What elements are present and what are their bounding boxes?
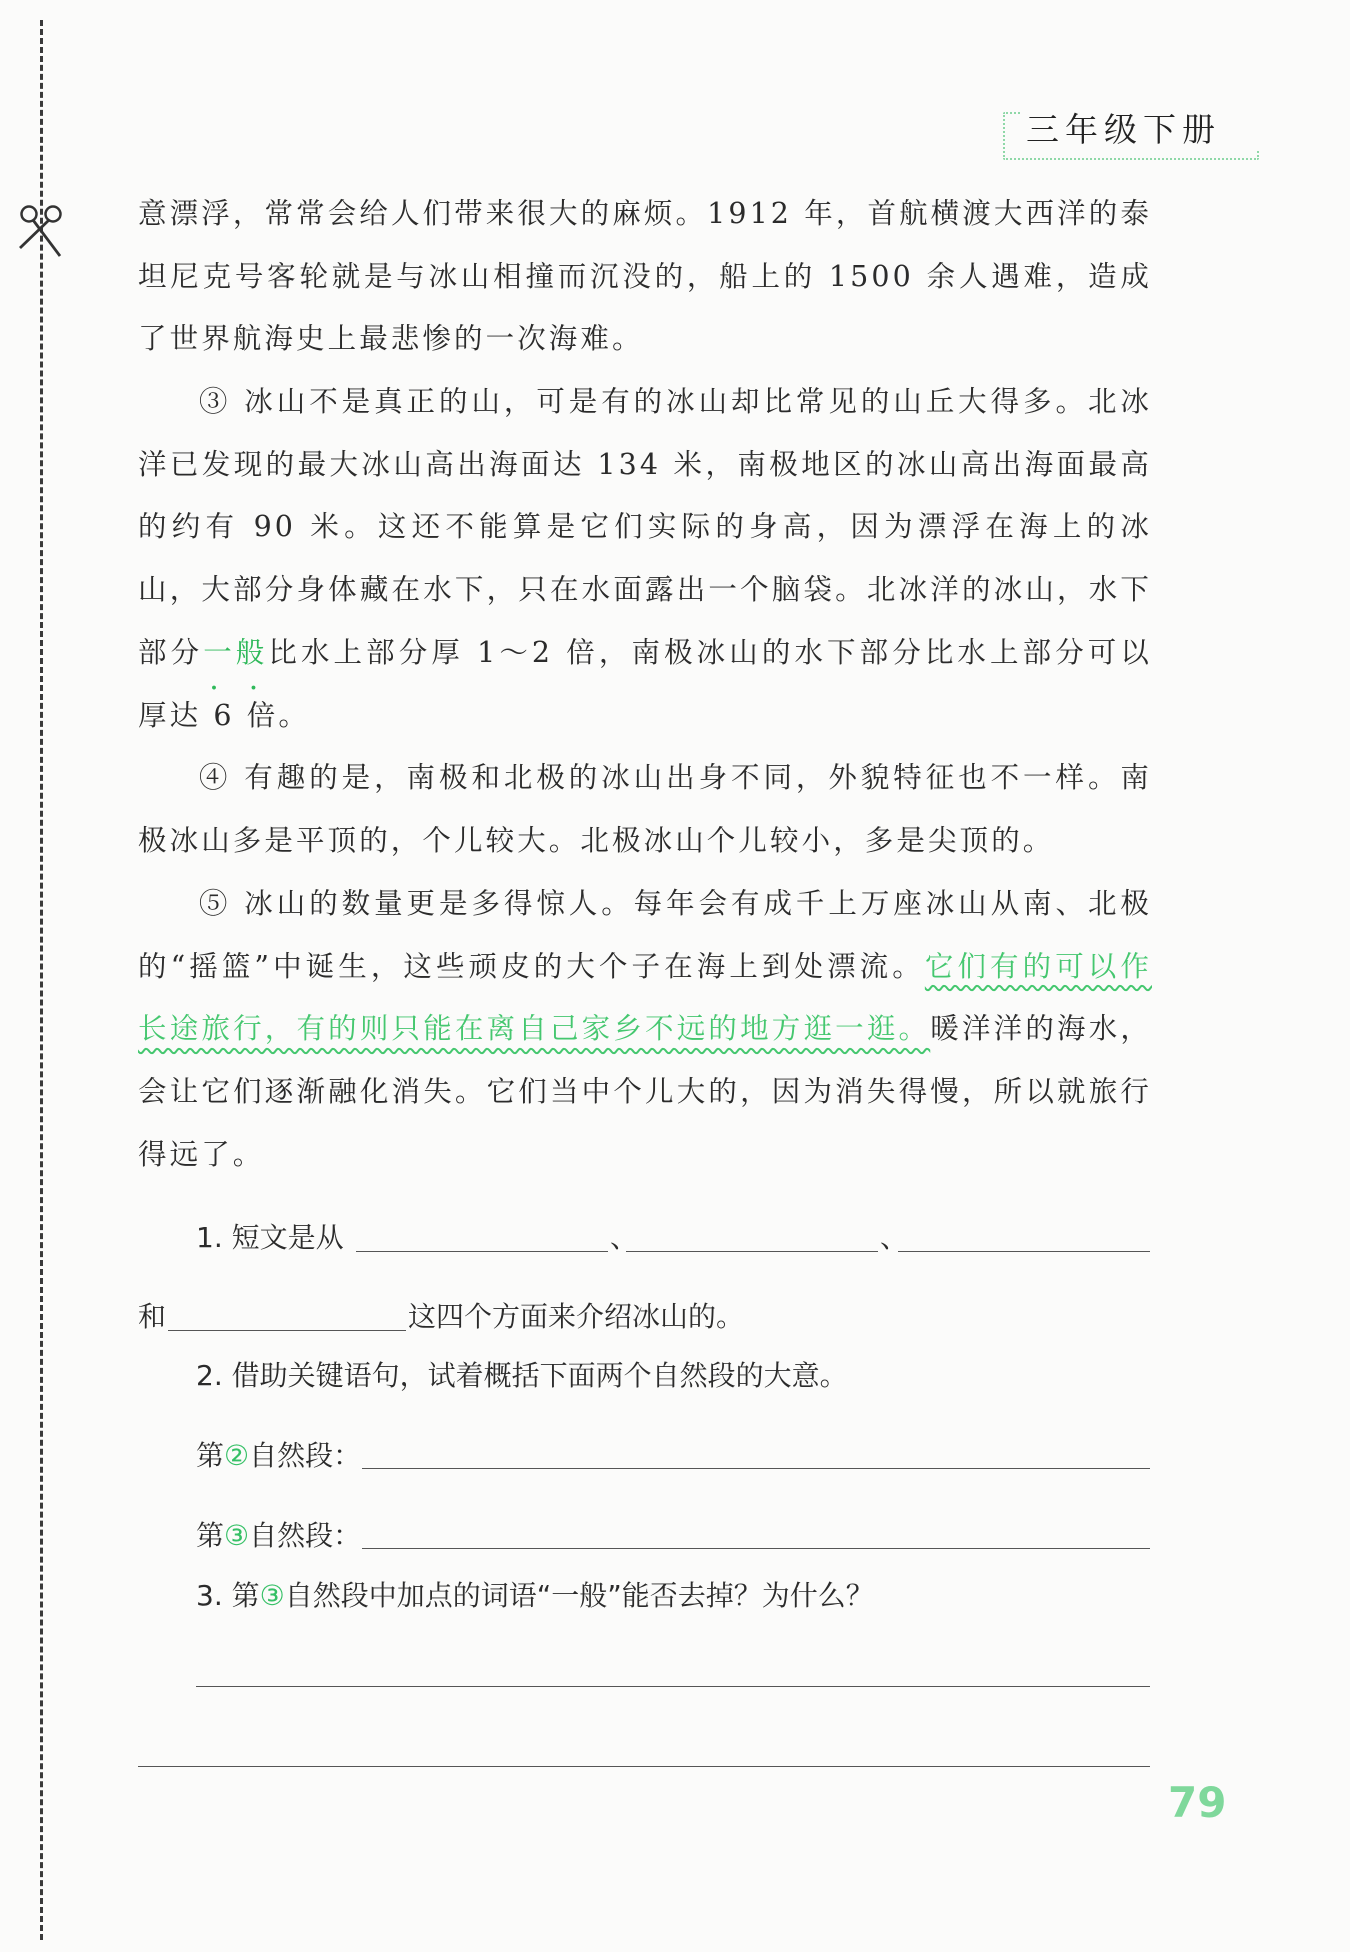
- paragraph-continued: 意漂浮，常常会给人们带来很大的麻烦。1912 年，首航横渡大西洋的泰坦尼克号客轮就是与冰山相撞而沉没的，船上的 1500 余人遇难，造成了世界航海史上最悲惨的一次海难。: [138, 197, 1152, 356]
- q1-blank-1[interactable]: [356, 1251, 608, 1252]
- dotted-keyword: 一般 · ·: [203, 636, 268, 669]
- q2-paragraph-2-label: 第②自然段：: [196, 1439, 362, 1472]
- q1-blank-2[interactable]: [626, 1251, 878, 1252]
- page-number: 79: [1168, 1778, 1227, 1827]
- question-3: 3. 第③自然段中加点的词语“一般”能否去掉？为什么？: [196, 1579, 874, 1612]
- q2-paragraph-3-label: 第③自然段：: [196, 1519, 362, 1552]
- q2-answer-line-2[interactable]: [362, 1548, 1150, 1549]
- q1-blank-4[interactable]: [168, 1330, 406, 1331]
- scissors-icon: [16, 204, 66, 260]
- q2-answer-line-1[interactable]: [362, 1468, 1150, 1469]
- wavy-underlined-sentence: 它们有的可以作长途旅行，有的则只能在离自己家乡不远的地方逛一逛。: [138, 949, 1152, 1046]
- question-2: 2. 借助关键语句，试着概括下面两个自然段的大意。: [196, 1359, 848, 1392]
- grade-label: 三年级下册: [1020, 104, 1272, 151]
- paragraph-3: ③ 冰山不是真正的山，可是有的冰山却比常见的山丘大得多。北冰洋已发现的最大冰山高出海面达 134 米，南极地区的冰山高出海面最高的约有 90 米。这还不能算是它们实际的身高，因为漂浮在海上的冰山，大部分身体藏在水下，只在水面露出一个脑袋。北冰洋的冰山，水下部分一般 · ·比水上部分厚 1～2 倍，南极冰山的水下部分比水上部分可以厚达 6 倍。: [138, 371, 1152, 747]
- cut-dashed-line: [40, 20, 43, 1940]
- paragraph-4: ④ 有趣的是，南极和北极的冰山出身不同，外貌特征也不一样。南极冰山多是平顶的，个儿较大。北极冰山个儿较小，多是尖顶的。: [138, 761, 1152, 857]
- q3-answer-line-1[interactable]: [196, 1686, 1150, 1687]
- q1-suffix: 这四个方面来介绍冰山的。: [408, 1300, 745, 1333]
- question-1-prefix: 1. 短文是从: [196, 1221, 344, 1254]
- q1-and: 和: [138, 1300, 167, 1333]
- paragraph-5: ⑤ 冰山的数量更是多得惊人。每年会有成千上万座冰山从南、北极的“摇篮”中诞生，这些顽皮的大个子在海上到处漂流。它们有的可以作长途旅行，有的则只能在离自己家乡不远的地方逛一逛。暖洋洋的海水，会让它们逐渐融化消失。它们当中个儿大的，因为消失得慢，所以就旅行得远了。: [138, 887, 1152, 1171]
- q1-separator-1: 、: [610, 1221, 639, 1254]
- q1-blank-3[interactable]: [898, 1251, 1150, 1252]
- q3-answer-line-2[interactable]: [138, 1766, 1150, 1767]
- q1-separator-2: 、: [880, 1221, 909, 1254]
